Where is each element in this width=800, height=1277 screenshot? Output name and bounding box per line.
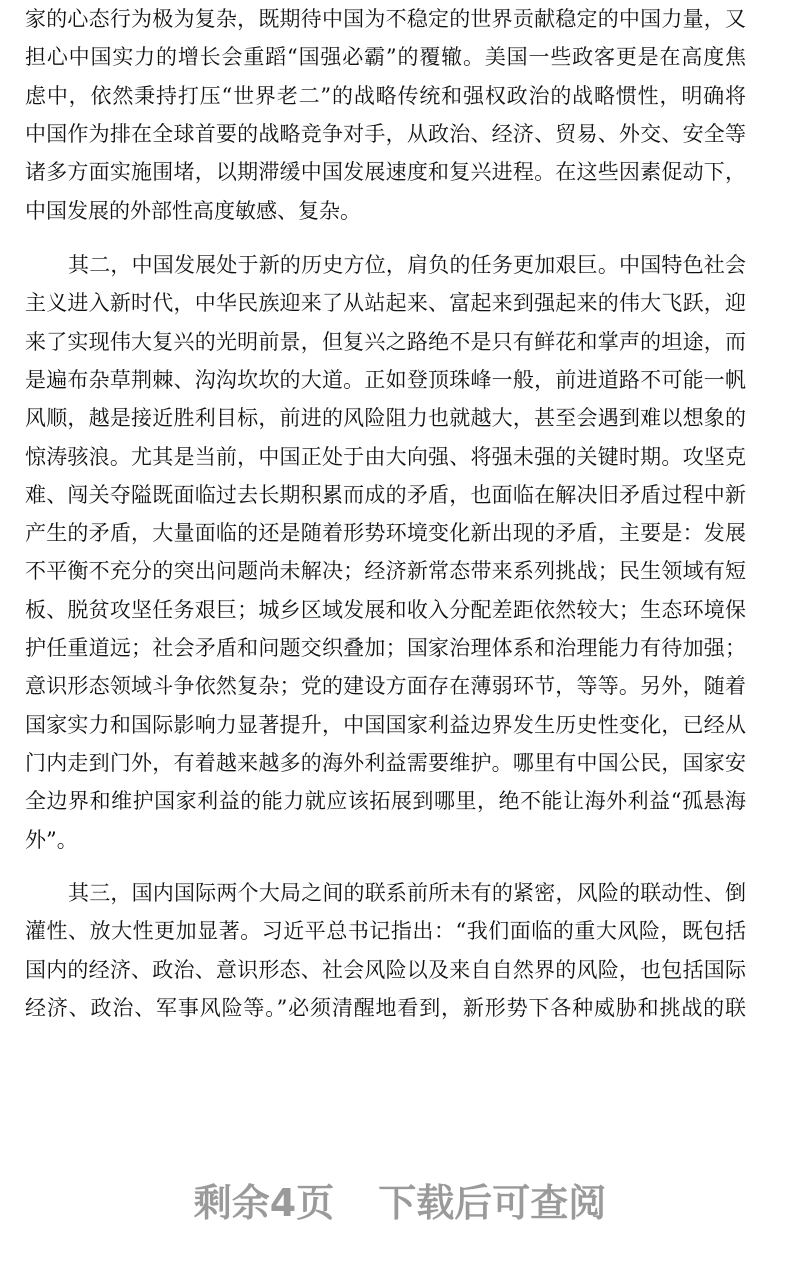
download-to-view-label[interactable]: 下载后可查阅 xyxy=(378,1181,607,1225)
paragraph-2-line: 外”。 xyxy=(25,827,78,852)
paragraph-1-line: 担心中国实力的增长会重蹈“国强必霸”的覆辙。美国一些政客更是在高度焦 xyxy=(25,45,746,70)
paragraph-2-line: 产生的矛盾，大量面临的还是随着形势环境变化新出现的矛盾，主要是：发展 xyxy=(25,521,746,546)
download-prompt[interactable] xyxy=(0,1172,800,1227)
paragraph-2-line: 意识形态领域斗争依然复杂；党的建设方面存在薄弱环节，等等。另外，随着 xyxy=(25,674,746,699)
paragraph-2-line: 是遍布杂草荆棘、沟沟坎坎的大道。正如登顶珠峰一般，前进道路不可能一帆 xyxy=(25,367,746,392)
paragraph-1-line: 中国作为排在全球首要的战略竞争对手，从政治、经济、贸易、外交、安全等 xyxy=(25,121,746,146)
paragraph-1-line: 诸多方面实施围堵，以期滞缓中国发展速度和复兴进程。在这些因素促动下， xyxy=(25,160,746,185)
paragraph-2-line: 惊涛骇浪。尤其是当前，中国正处于由大向强、将强未强的关键时期。攻坚克 xyxy=(25,444,746,469)
paragraph-2-line: 来了实现伟大复兴的光明前景，但复兴之路绝不是只有鲜花和掌声的坦途，而 xyxy=(25,329,746,354)
remaining-pages-label[interactable]: 剩余4页 xyxy=(193,1181,335,1225)
paragraph-2-line: 主义进入新时代，中华民族迎来了从站起来、富起来到强起来的伟大飞跃，迎 xyxy=(25,291,746,316)
paragraph-3-line: 国内的经济、政治、意识形态、社会风险以及来自自然界的风险，也包括国际 xyxy=(25,957,746,982)
paragraph-3-line: 经济、政治、军事风险等。”必须清醒地看到，新形势下各种威胁和挑战的联 xyxy=(25,995,746,1020)
paragraph-2-line: 门内走到门外，有着越来越多的海外利益需要维护。哪里有中国公民，国家安 xyxy=(25,750,746,775)
paragraph-1-line: 虑中，依然秉持打压“世界老二”的战略传统和强权政治的战略惯性，明确将 xyxy=(25,83,746,108)
paragraph-1-line: 家的心态行为极为复杂，既期待中国为不稳定的世界贡献稳定的中国力量，又 xyxy=(25,7,746,31)
paragraph-2-line: 国家实力和国际影响力显著提升，中国国家利益边界发生历史性变化，已经从 xyxy=(25,712,746,737)
paragraph-2-line: 风顺，越是接近胜利目标，前进的风险阻力也就越大，甚至会遇到难以想象的 xyxy=(25,406,746,431)
paragraph-2-line: 板、脱贫攻坚任务艰巨；城乡区域发展和收入分配差距依然较大；生态环境保 xyxy=(25,597,746,622)
paragraph-2-line: 全边界和维护国家利益的能力就应该拓展到哪里，绝不能让海外利益“孤悬海 xyxy=(25,789,746,814)
paragraph-2-line: 不平衡不充分的突出问题尚未解决；经济新常态带来系列挑战；民生领域有短 xyxy=(25,559,746,584)
paragraph-2-line: 其二，中国发展处于新的历史方位，肩负的任务更加艰巨。中国特色社会 xyxy=(68,253,746,277)
paragraph-1-line: 中国发展的外部性高度敏感、复杂。 xyxy=(25,198,361,223)
paragraph-2-line: 难、闯关夺隘既面临过去长期积累而成的矛盾，也面临在解决旧矛盾过程中新 xyxy=(25,482,746,507)
paragraph-3-line: 其三，国内国际两个大局之间的联系前所未有的紧密，风险的联动性、倒 xyxy=(68,881,746,905)
paragraph-3-line: 灌性、放大性更加显著。习近平总书记指出：“我们面临的重大风险，既包括 xyxy=(25,919,746,944)
paragraph-2-line: 护任重道远；社会矛盾和问题交织叠加；国家治理体系和治理能力有待加强； xyxy=(25,636,746,660)
